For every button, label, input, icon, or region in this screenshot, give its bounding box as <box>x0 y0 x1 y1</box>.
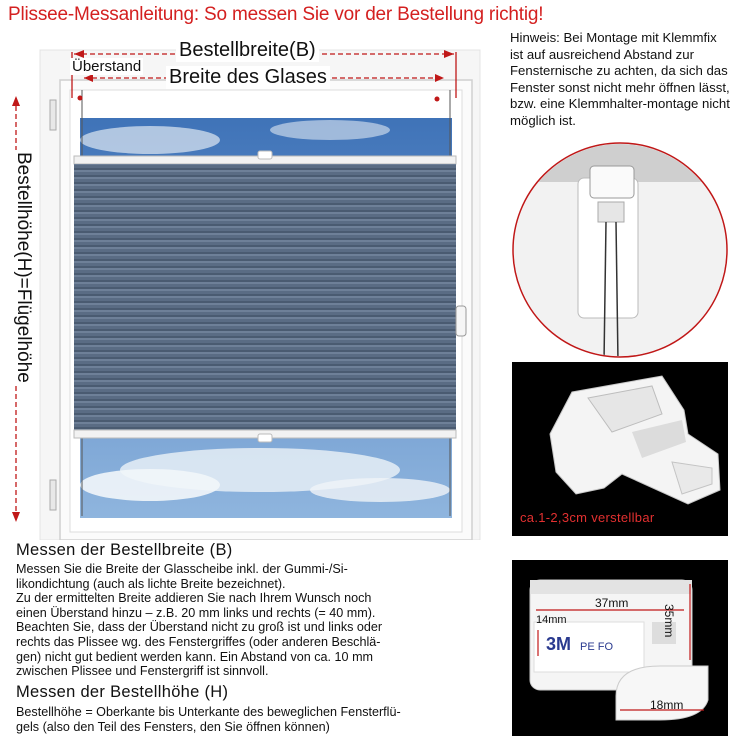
width-text-line: likondichtung (auch als lichte Breite bezeichnet). <box>16 576 286 591</box>
bracket-measure-photo <box>512 560 728 736</box>
width-text-line: Beachten Sie, dass der Überstand nicht zu groß ist und links oder <box>16 620 383 635</box>
order-width-label: Bestellbreite(B) <box>176 39 319 62</box>
bracket-inner-dim: 14mm <box>536 614 567 626</box>
height-section-heading: Messen der Bestellhöhe (H) <box>16 683 229 701</box>
width-text-line: Zu der ermittelten Breite addieren Sie nach Ihrem Wunsch noch <box>16 591 372 606</box>
width-text-line: gen) nicht gut bedient werden kann. Ein Abstand von ca. 10 mm <box>16 649 374 664</box>
hinge-bottom <box>50 480 56 510</box>
pleated-blind <box>74 164 456 430</box>
hinge-top <box>50 100 56 130</box>
width-text-line: Messen Sie die Breite der Glasscheibe inkl. der Gummi-/Si- <box>16 562 348 576</box>
bracket-base-dim: 18mm <box>650 698 684 712</box>
overhang-label: Überstand <box>72 58 142 75</box>
width-section-text <box>16 562 502 679</box>
window-handle <box>456 306 466 336</box>
height-text-line: gels (also den Teil des Fensters, den Sie öffnen können) <box>16 719 330 734</box>
height-text-line: Bestellhöhe = Oberkante bis Unterkante des beweglichen Fensterflü- <box>16 705 401 719</box>
width-text-line: zwischen Plissee und Fenstergriff ist sinnvoll. <box>16 664 269 679</box>
order-height-label: Bestellhöhe(H)=Flügelhöhe <box>13 152 34 383</box>
bracket-width-dim: 37mm <box>595 596 629 610</box>
glass-width-label: Breite des Glases <box>166 66 330 89</box>
bracket-zoom-circle <box>508 138 732 362</box>
width-text-line: einen Überstand hinzu – z.B. 20 mm links und rechts (= 40 mm). <box>16 605 376 620</box>
width-section-heading: Messen der Bestellbreite (B) <box>16 541 233 559</box>
bracket-height-dim: 35mm <box>662 604 676 638</box>
tape-brand-text: 3M <box>546 634 572 654</box>
width-text-line: rechts das Plissee wg. des Fenstergriffes (oder anderen Beschlä- <box>16 634 381 649</box>
adjustable-range-label: ca.1-2,3cm verstellbar <box>520 510 655 525</box>
tape-film-text: PE FO <box>580 641 614 653</box>
window-illustration <box>0 30 510 540</box>
page-title: Plissee-Messanleitung: So messen Sie vor der Bestellung richtig! <box>8 4 544 25</box>
mounting-hint: Hinweis: Bei Montage mit Klemmfix ist auf ausreichend Abstand zur Fensternische zu achten, da sich das Fenster sonst nicht mehr öffnen lässt, bzw. eine Klemmhalter-montage nicht möglich ist. <box>510 30 730 128</box>
height-section-text <box>16 705 502 734</box>
